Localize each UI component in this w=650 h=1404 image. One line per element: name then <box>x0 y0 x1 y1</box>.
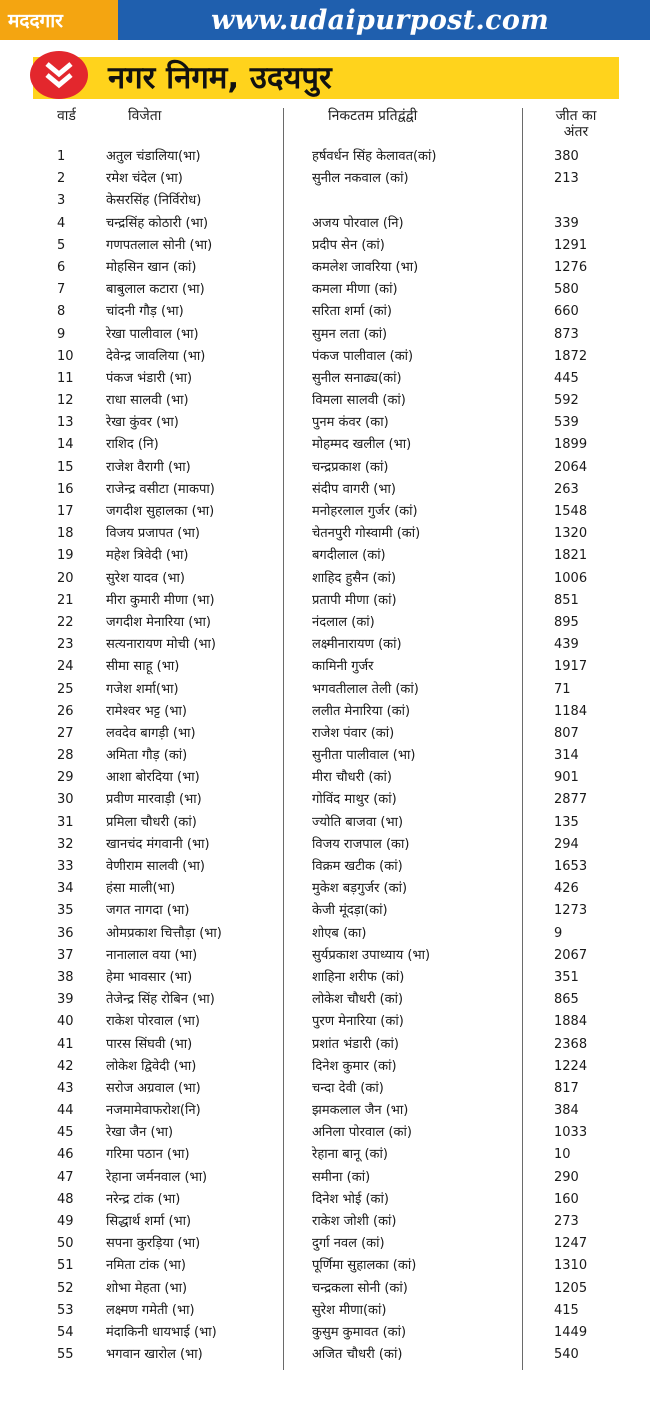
runner-up-name: भगवतीलाल तेली (कां) <box>312 681 419 697</box>
win-margin: 539 <box>554 415 579 431</box>
table-row <box>0 501 650 523</box>
runner-up-name: चन्द्रप्रकाश (कां) <box>312 459 389 475</box>
table-row <box>0 1144 650 1166</box>
runner-up-name: संदीप वागरी (भा) <box>312 481 396 497</box>
runner-up-name: शाहिना शरीफ (कां) <box>312 969 405 985</box>
table-row <box>0 301 650 323</box>
table-row <box>0 1034 650 1056</box>
winner-name: रामेश्वर भट्ट (भा) <box>106 703 187 719</box>
winner-name: आशा बोरदिया (भा) <box>106 770 200 786</box>
runner-up-name: नंदलाल (कां) <box>312 614 375 630</box>
runner-up-name: चेतनपुरी गोस्वामी (कां) <box>312 526 421 542</box>
winner-name: हंसा माली(भा) <box>106 881 176 897</box>
ward-number: 35 <box>57 903 74 919</box>
ward-number: 16 <box>57 481 74 497</box>
win-margin: 415 <box>554 1302 579 1318</box>
table-row <box>0 967 650 989</box>
win-margin: 1184 <box>554 703 588 719</box>
winner-name: महेश त्रिवेदी (भा) <box>106 548 189 564</box>
win-margin: 314 <box>554 748 579 764</box>
table-row <box>0 1167 650 1189</box>
runner-up-name: प्रदीप सेन (कां) <box>312 237 385 253</box>
ward-number: 14 <box>57 437 74 453</box>
winner-name: भगवान खारोल (भा) <box>106 1347 203 1363</box>
winner-name: रेखा पालीवाल (भा) <box>106 326 199 342</box>
runner-up-name: प्रतापी मीणा (कां) <box>312 592 397 608</box>
ward-number: 23 <box>57 637 74 653</box>
win-margin: 1033 <box>554 1125 588 1141</box>
win-margin: 213 <box>554 171 579 187</box>
table-row <box>0 390 650 412</box>
ward-number: 5 <box>57 237 66 253</box>
runner-up-name: शाहिद हुसैन (कां) <box>312 570 397 586</box>
winner-name: गणपतलाल सोनी (भा) <box>106 237 213 253</box>
runner-up-name: दुर्गा नवल (कां) <box>312 1236 385 1252</box>
table-row <box>0 1056 650 1078</box>
winner-name: रमेश चंदेल (भा) <box>106 171 183 187</box>
win-margin: 580 <box>554 282 579 298</box>
table-row <box>0 612 650 634</box>
runner-up-name: रेहाना बानू (कां) <box>312 1147 388 1163</box>
ward-number: 9 <box>57 326 66 342</box>
win-margin: 2368 <box>554 1036 588 1052</box>
winner-name: मीरा कुमारी मीणा (भा) <box>106 592 215 608</box>
winner-name: रेखा जैन (भा) <box>106 1125 174 1141</box>
ward-number: 19 <box>57 548 74 564</box>
table-row <box>0 745 650 767</box>
column-header-winner: विजेता <box>128 108 162 124</box>
winner-name: राजेश वैरागी (भा) <box>106 459 191 475</box>
win-margin: 1273 <box>554 903 588 919</box>
winner-name: चन्द्रसिंह कोठारी (भा) <box>106 215 209 231</box>
runner-up-name: कमला मीणा (कां) <box>312 282 398 298</box>
ward-number: 4 <box>57 215 66 231</box>
runner-up-name: कमलेश जावरिया (भा) <box>312 259 419 275</box>
win-margin: 10 <box>554 1147 571 1163</box>
win-margin: 1006 <box>554 570 588 586</box>
ward-number: 26 <box>57 703 74 719</box>
table-row <box>0 235 650 257</box>
table-row <box>0 701 650 723</box>
winner-name: लक्ष्मण गमेती (भा) <box>106 1302 195 1318</box>
runner-up-name: अजित चौधरी (कां) <box>312 1347 403 1363</box>
winner-name: पंकज भंडारी (भा) <box>106 370 193 386</box>
runner-up-name: विमला सालवी (कां) <box>312 393 406 409</box>
ward-number: 28 <box>57 748 74 764</box>
runner-up-name: अनिला पोरवाल (कां) <box>312 1125 412 1141</box>
runner-up-name: झमकलाल जैन (भा) <box>312 1103 409 1119</box>
ward-number: 33 <box>57 859 74 874</box>
ward-number: 24 <box>57 659 74 675</box>
ward-number: 45 <box>57 1125 74 1141</box>
winner-name: पारस सिंघवी (भा) <box>106 1036 193 1052</box>
ward-number: 8 <box>57 304 66 320</box>
winner-name: वेणीराम सालवी (भा) <box>106 859 205 874</box>
ward-number: 20 <box>57 570 74 586</box>
ward-number: 34 <box>57 881 74 897</box>
win-margin: 339 <box>554 215 579 231</box>
winner-name: सत्यनारायण मोची (भा) <box>106 637 216 653</box>
table-row <box>0 989 650 1011</box>
runner-up-name: लक्ष्मीनारायण (कां) <box>312 637 402 653</box>
runner-up-name: दिनेश भोई (कां) <box>312 1191 389 1207</box>
ward-number: 6 <box>57 259 66 275</box>
win-margin: 1247 <box>554 1236 588 1252</box>
ward-number: 36 <box>57 925 74 941</box>
ward-number: 51 <box>57 1258 74 1274</box>
column-header-ward: वार्ड <box>57 108 76 124</box>
table-row <box>0 1278 650 1300</box>
table-row <box>0 656 650 678</box>
runner-up-name: मनोहरलाल गुर्जर (कां) <box>312 504 418 519</box>
winner-name: मोहसिन खान (कां) <box>106 259 197 275</box>
ward-number: 2 <box>57 171 66 187</box>
runner-up-name: चन्द्रकला सोनी (कां) <box>312 1280 408 1296</box>
win-margin: 865 <box>554 992 579 1008</box>
win-margin: 895 <box>554 614 579 630</box>
winner-name: खानचंद मंगवानी (भा) <box>106 836 210 852</box>
table-row <box>0 213 650 235</box>
win-margin: 1884 <box>554 1014 588 1030</box>
win-margin: 817 <box>554 1080 579 1096</box>
table-row <box>0 146 650 168</box>
runner-up-name: बगदीलाल (कां) <box>312 548 386 564</box>
table-row <box>0 457 650 479</box>
ward-number: 42 <box>57 1058 74 1074</box>
runner-up-name: कामिनी गुर्जर <box>312 659 374 675</box>
column-header-runner-up: निकटतम प्रतिद्वंद्वी <box>328 108 418 124</box>
table-row <box>0 789 650 811</box>
win-margin: 263 <box>554 481 579 497</box>
ward-number: 48 <box>57 1191 74 1207</box>
table-row <box>0 1011 650 1033</box>
win-margin: 901 <box>554 770 579 786</box>
table-row <box>0 1233 650 1255</box>
winner-name: अतुल चंडालिया(भा) <box>106 149 201 164</box>
winner-name: केसरसिंह (निर्विरोध) <box>106 193 202 209</box>
runner-up-name: सरिता शर्मा (कां) <box>312 304 392 320</box>
header-bar <box>0 0 650 40</box>
table-row <box>0 878 650 900</box>
ward-number: 50 <box>57 1236 74 1252</box>
runner-up-name: दिनेश कुमार (कां) <box>312 1058 397 1074</box>
ward-number: 18 <box>57 526 74 542</box>
win-margin: 2877 <box>554 792 588 808</box>
win-margin: 1224 <box>554 1058 588 1074</box>
table-row <box>0 412 650 434</box>
winner-name: गजेश शर्मा(भा) <box>106 681 179 697</box>
winner-name: सीमा साहू (भा) <box>106 659 180 675</box>
runner-up-name: समीना (कां) <box>312 1169 371 1185</box>
table-row <box>0 279 650 301</box>
winner-name: लोकेश द्विवेदी (भा) <box>106 1058 197 1074</box>
win-margin: 2064 <box>554 459 588 475</box>
ward-number: 55 <box>57 1347 74 1363</box>
win-margin: 71 <box>554 681 571 697</box>
runner-up-name: सुनीता पालीवाल (भा) <box>312 748 416 764</box>
runner-up-name: कुसुम कुमावत (कां) <box>312 1324 407 1340</box>
win-margin: 439 <box>554 637 579 653</box>
table-row <box>0 590 650 612</box>
ward-number: 1 <box>57 149 66 164</box>
runner-up-name: प्रशांत भंडारी (कां) <box>312 1036 399 1052</box>
win-margin: 2067 <box>554 947 588 963</box>
table-row <box>0 856 650 878</box>
winner-name: जगत नागदा (भा) <box>106 903 190 919</box>
ward-number: 54 <box>57 1324 74 1340</box>
winner-name: प्रवीण मारवाड़ी (भा) <box>106 792 202 808</box>
runner-up-name: शोएब (का) <box>312 925 367 941</box>
win-margin: 426 <box>554 881 579 897</box>
win-margin: 807 <box>554 725 579 741</box>
table-row <box>0 1189 650 1211</box>
runner-up-name: विजय राजपाल (का) <box>312 836 410 852</box>
win-margin: 351 <box>554 969 579 985</box>
winner-name: सिद्धार्थ शर्मा (भा) <box>106 1214 192 1229</box>
ward-number: 53 <box>57 1302 74 1318</box>
table-row <box>0 1100 650 1122</box>
ward-number: 41 <box>57 1036 74 1052</box>
ward-number: 11 <box>57 370 74 386</box>
win-margin: 660 <box>554 304 579 320</box>
ward-number: 49 <box>57 1214 74 1229</box>
win-margin: 592 <box>554 393 579 409</box>
winner-name: राकेश पोरवाल (भा) <box>106 1014 200 1030</box>
runner-up-name: सुर्यप्रकाश उपाध्याय (भा) <box>312 947 431 963</box>
table-row <box>0 368 650 390</box>
win-margin: 294 <box>554 836 579 852</box>
win-margin: 160 <box>554 1191 579 1207</box>
page-title: नगर निगम, उदयपुर <box>108 60 332 96</box>
win-margin: 135 <box>554 814 579 830</box>
winner-name: नमिता टांक (भा) <box>106 1258 186 1274</box>
runner-up-name: सुनील नकवाल (कां) <box>312 171 409 187</box>
win-margin: 1821 <box>554 548 588 564</box>
table-row <box>0 523 650 545</box>
winner-name: सपना कुरड़िया (भा) <box>106 1236 201 1252</box>
table-row <box>0 1322 650 1344</box>
table-row <box>0 434 650 456</box>
table-row <box>0 900 650 922</box>
winner-name: राधा सालवी (भा) <box>106 393 189 409</box>
runner-up-name: मीरा चौधरी (कां) <box>312 770 392 786</box>
winner-name: अमिता गौड़ (कां) <box>106 748 188 764</box>
winner-name: राशिद (नि) <box>106 437 159 453</box>
winner-name: नजमामेवाफरोश(नि) <box>106 1103 201 1119</box>
table-row <box>0 168 650 190</box>
ward-number: 37 <box>57 947 74 963</box>
ward-number: 25 <box>57 681 74 697</box>
winner-name: नरेन्द्र टांक (भा) <box>106 1191 181 1207</box>
win-margin: 1291 <box>554 237 588 253</box>
winner-name: प्रमिला चौधरी (कां) <box>106 814 197 830</box>
win-margin: 873 <box>554 326 579 342</box>
runner-up-name: राजेश पंवार (कां) <box>312 725 395 741</box>
table-row <box>0 545 650 567</box>
win-margin: 445 <box>554 370 579 386</box>
double-chevron-down-icon <box>30 51 88 99</box>
winner-name: देवेन्द्र जावलिया (भा) <box>106 348 206 364</box>
winner-name: रेखा कुंवर (भा) <box>106 415 179 431</box>
ward-number: 32 <box>57 836 74 852</box>
win-margin: 384 <box>554 1103 579 1119</box>
winner-name: गरिमा पठान (भा) <box>106 1147 190 1163</box>
winner-name: सुरेश यादव (भा) <box>106 570 185 586</box>
ward-number: 12 <box>57 393 74 409</box>
ward-number: 52 <box>57 1280 74 1296</box>
runner-up-name: सुमन लता (कां) <box>312 326 388 342</box>
runner-up-name: केजी मूंदड़ा(कां) <box>312 903 388 919</box>
win-margin: 290 <box>554 1169 579 1185</box>
table-row <box>0 767 650 789</box>
table-row <box>0 923 650 945</box>
ward-number: 21 <box>57 592 74 608</box>
ward-number: 40 <box>57 1014 74 1030</box>
ward-number: 38 <box>57 969 74 985</box>
ward-number: 43 <box>57 1080 74 1096</box>
ward-number: 10 <box>57 348 74 364</box>
win-margin: 1917 <box>554 659 588 675</box>
table-row <box>0 723 650 745</box>
table-row <box>0 479 650 501</box>
table-row <box>0 1344 650 1366</box>
table-row <box>0 346 650 368</box>
table-row <box>0 1078 650 1100</box>
win-margin: 1653 <box>554 859 588 874</box>
winner-name: जगदीश मेनारिया (भा) <box>106 614 211 630</box>
winner-name: लवदेव बागड़ी (भा) <box>106 725 196 741</box>
ward-number: 31 <box>57 814 74 830</box>
winner-name: चांदनी गौड़ (भा) <box>106 304 184 320</box>
ward-number: 3 <box>57 193 66 209</box>
winner-name: ओमप्रकाश चित्तौड़ा (भा) <box>106 925 222 941</box>
winner-name: शोभा मेहता (भा) <box>106 1280 188 1296</box>
table-row <box>0 324 650 346</box>
runner-up-name: पुरण मेनारिया (कां) <box>312 1014 404 1030</box>
ward-number: 27 <box>57 725 74 741</box>
runner-up-name: सुरेश मीणा(कां) <box>312 1302 387 1318</box>
win-margin: 273 <box>554 1214 579 1229</box>
runner-up-name: विक्रम खटीक (कां) <box>312 859 403 874</box>
column-header-margin-line1: जीत का <box>555 108 597 124</box>
winner-name: मंदाकिनी धायभाई (भा) <box>106 1324 217 1340</box>
winner-name: तेजेन्द्र सिंह रोबिन (भा) <box>106 992 215 1008</box>
table-row <box>0 634 650 656</box>
table-row <box>0 834 650 856</box>
ward-number: 30 <box>57 792 74 808</box>
site-url[interactable]: www.udaipurpost.com <box>210 4 550 36</box>
table-row <box>0 568 650 590</box>
runner-up-name: मोहम्मद खलील (भा) <box>312 437 412 453</box>
column-header-margin <box>545 108 607 140</box>
ward-number: 47 <box>57 1169 74 1185</box>
runner-up-name: पंकज पालीवाल (कां) <box>312 348 414 364</box>
table-row <box>0 1211 650 1233</box>
ward-number: 39 <box>57 992 74 1008</box>
runner-up-name: अजय पोरवाल (नि) <box>312 215 404 231</box>
win-margin: 851 <box>554 592 579 608</box>
winner-name: हेमा भावसार (भा) <box>106 969 193 985</box>
runner-up-name: ललीत मेनारिया (कां) <box>312 703 411 719</box>
win-margin: 9 <box>554 925 563 941</box>
ward-number: 29 <box>57 770 74 786</box>
ward-number: 44 <box>57 1103 74 1119</box>
winner-name: विजय प्रजापत (भा) <box>106 526 200 542</box>
table-row <box>0 257 650 279</box>
runner-up-name: मुकेश बड़गुर्जर (कां) <box>312 881 408 897</box>
winner-name: जगदीश सुहालका (भा) <box>106 504 215 519</box>
table-row <box>0 812 650 834</box>
table-row <box>0 1255 650 1277</box>
ward-number: 17 <box>57 504 74 519</box>
win-margin: 380 <box>554 149 579 164</box>
runner-up-name: चन्दा देवी (कां) <box>312 1080 384 1096</box>
column-header-margin-line2: अंतर <box>563 124 589 140</box>
table-row <box>0 190 650 212</box>
section-tag: मददगार <box>0 0 118 40</box>
ward-number: 15 <box>57 459 74 475</box>
ward-number: 22 <box>57 614 74 630</box>
ward-results-table <box>0 146 650 1366</box>
table-row <box>0 679 650 701</box>
winner-name: राजेन्द्र वसीटा (माकपा) <box>106 481 215 497</box>
winner-name: नानालाल वया (भा) <box>106 947 198 963</box>
winner-name: बाबुलाल कटारा (भा) <box>106 282 205 298</box>
runner-up-name: पूर्णिमा सुहालका (कां) <box>312 1258 417 1274</box>
ward-number: 7 <box>57 282 66 298</box>
win-margin: 1276 <box>554 259 588 275</box>
runner-up-name: ज्योति बाजवा (भा) <box>312 814 404 830</box>
winner-name: रेहाना जर्मनवाल (भा) <box>106 1169 208 1185</box>
win-margin: 1449 <box>554 1324 588 1340</box>
runner-up-name: लोकेश चौधरी (कां) <box>312 992 404 1008</box>
ward-number: 46 <box>57 1147 74 1163</box>
win-margin: 1872 <box>554 348 588 364</box>
runner-up-name: हर्षवर्धन सिंह केलावत(कां) <box>312 149 437 164</box>
table-row <box>0 1122 650 1144</box>
win-margin: 1548 <box>554 504 588 519</box>
win-margin: 1205 <box>554 1280 588 1296</box>
table-row <box>0 945 650 967</box>
runner-up-name: सुनील सनाढ्य(कां) <box>312 370 402 386</box>
runner-up-name: गोविंद माथुर (कां) <box>312 792 397 808</box>
table-row <box>0 1300 650 1322</box>
ward-number: 13 <box>57 415 74 431</box>
win-margin: 1320 <box>554 526 588 542</box>
win-margin: 1899 <box>554 437 588 453</box>
win-margin: 540 <box>554 1347 579 1363</box>
runner-up-name: पुनम कंवर (का) <box>312 415 389 431</box>
winner-name: सरोज अग्रवाल (भा) <box>106 1080 201 1096</box>
runner-up-name: राकेश जोशी (कां) <box>312 1214 397 1229</box>
win-margin: 1310 <box>554 1258 588 1274</box>
